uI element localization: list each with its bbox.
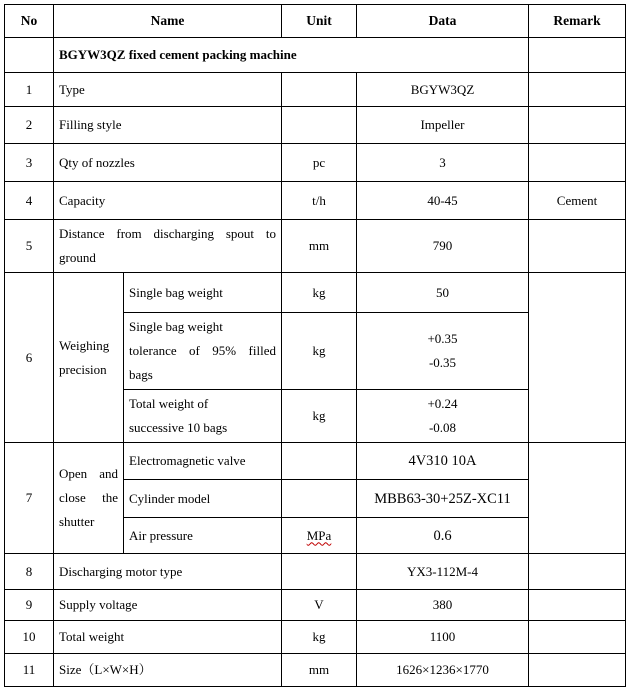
table-row	[5, 621, 626, 654]
row-no: 11	[5, 654, 54, 687]
header-unit: Unit	[282, 5, 357, 38]
data-line: +0.24	[427, 396, 458, 411]
row-name: Discharging motor type	[54, 554, 282, 590]
row-unit	[282, 107, 357, 144]
row-remark	[529, 654, 626, 687]
row-data: 3	[357, 144, 529, 182]
sub-name: Air pressure	[124, 518, 282, 554]
row-unit: kg	[282, 313, 357, 390]
row-no: 3	[5, 144, 54, 182]
data-line: +0.35	[427, 331, 458, 346]
sub-name-line: Total weight of	[129, 396, 209, 411]
row-no: 4	[5, 182, 54, 220]
header-name: Name	[54, 5, 282, 38]
row-unit: pc	[282, 144, 357, 182]
sub-name-line: bags	[129, 367, 153, 382]
row-data: 4V310 10A	[357, 443, 529, 480]
row-data	[357, 390, 529, 443]
row-remark	[529, 273, 626, 443]
table-row	[5, 554, 626, 590]
row-unit: mm	[282, 220, 357, 273]
group-label-line: shutter	[59, 514, 95, 529]
row-no: 7	[5, 443, 54, 554]
row-remark	[529, 220, 626, 273]
table-row	[5, 654, 626, 687]
group-label	[54, 443, 124, 554]
row-unit: kg	[282, 390, 357, 443]
row-data: 380	[357, 590, 529, 621]
row-name: Capacity	[54, 182, 282, 220]
header-no: No	[5, 5, 54, 38]
row-remark	[529, 144, 626, 182]
group-label	[54, 273, 124, 443]
spec-table	[4, 4, 626, 687]
table-row	[5, 73, 626, 107]
table-row	[5, 107, 626, 144]
sub-name: Electromagnetic valve	[124, 443, 282, 480]
row-unit: kg	[282, 273, 357, 313]
title-remark-cell	[529, 38, 626, 73]
row-data: Impeller	[357, 107, 529, 144]
row-no: 1	[5, 73, 54, 107]
row-data: 1100	[357, 621, 529, 654]
table-row	[5, 182, 626, 220]
sub-name-line: tolerance of 95% filled	[129, 343, 276, 358]
unit-text: MPa	[306, 527, 332, 543]
row-remark	[529, 443, 626, 554]
row-data: MBB63-30+25Z-XC11	[357, 480, 529, 518]
row-remark	[529, 590, 626, 621]
header-data: Data	[357, 5, 529, 38]
row-no: 5	[5, 220, 54, 273]
row-remark	[529, 621, 626, 654]
table-row	[5, 443, 626, 480]
sub-name: Cylinder model	[124, 480, 282, 518]
row-remark	[529, 73, 626, 107]
group-label-line: Open and	[59, 466, 118, 481]
row-name: Total weight	[54, 621, 282, 654]
header-row	[5, 5, 626, 38]
row-unit	[282, 480, 357, 518]
data-line: -0.08	[428, 420, 457, 435]
row-data: 1626×1236×1770	[357, 654, 529, 687]
row-name: Size（L×W×H）	[54, 654, 282, 687]
row-data: 790	[357, 220, 529, 273]
row-data: 40-45	[357, 182, 529, 220]
row-unit	[282, 443, 357, 480]
sub-name	[124, 313, 282, 390]
header-remark: Remark	[529, 5, 626, 38]
row-unit	[282, 73, 357, 107]
row-name: Type	[54, 73, 282, 107]
sub-name	[124, 390, 282, 443]
sub-name: Single bag weight	[124, 273, 282, 313]
row-unit: mm	[282, 654, 357, 687]
row-no: 10	[5, 621, 54, 654]
table-row	[5, 144, 626, 182]
table-row	[5, 590, 626, 621]
row-data: 50	[357, 273, 529, 313]
table-title: BGYW3QZ fixed cement packing machine	[54, 38, 529, 73]
row-no: 2	[5, 107, 54, 144]
row-remark	[529, 554, 626, 590]
table-row	[5, 220, 626, 273]
group-label-line: close the	[59, 490, 118, 505]
row-unit: V	[282, 590, 357, 621]
row-remark: Cement	[529, 182, 626, 220]
row-unit	[282, 518, 357, 554]
sub-name-line: successive 10 bags	[129, 420, 228, 435]
row-name	[54, 220, 282, 273]
row-name: Supply voltage	[54, 590, 282, 621]
row-unit	[282, 554, 357, 590]
group-label-line: Weighing	[59, 337, 110, 353]
data-line: -0.35	[428, 355, 457, 370]
title-empty-cell	[5, 38, 54, 73]
row-unit: kg	[282, 621, 357, 654]
row-data	[357, 313, 529, 390]
row-no: 8	[5, 554, 54, 590]
row-no: 6	[5, 273, 54, 443]
table-row	[5, 273, 626, 313]
row-name-line: ground	[59, 250, 96, 265]
title-row	[5, 38, 626, 73]
row-name: Filling style	[54, 107, 282, 144]
group-label-line: precision	[59, 361, 107, 377]
row-no: 9	[5, 590, 54, 621]
row-data: 0.6	[357, 518, 529, 554]
row-data: BGYW3QZ	[357, 73, 529, 107]
row-remark	[529, 107, 626, 144]
sub-name-line: Single bag weight	[129, 319, 223, 334]
row-data: YX3-112M-4	[357, 554, 529, 590]
row-unit: t/h	[282, 182, 357, 220]
row-name: Qty of nozzles	[54, 144, 282, 182]
row-name-line: Distance from discharging spout to	[59, 226, 276, 241]
